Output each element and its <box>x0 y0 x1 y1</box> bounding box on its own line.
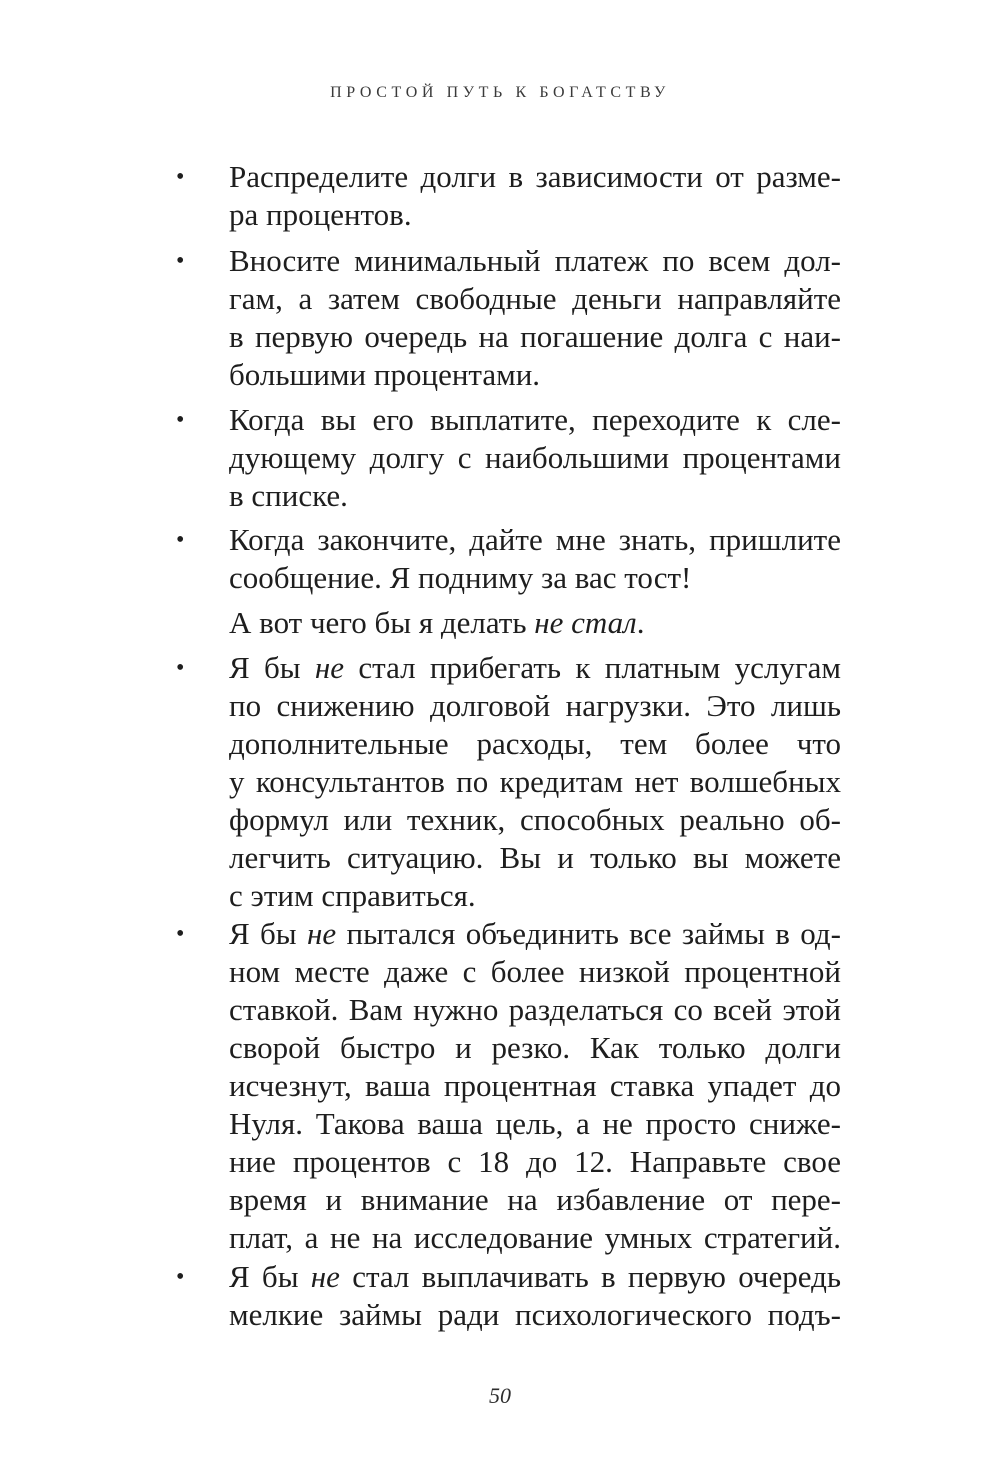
text-segment: у консультантов по кредитам нет волшебных <box>229 764 841 799</box>
text-line <box>229 1296 841 1334</box>
text-segment: в списке. <box>229 478 348 513</box>
text-segment: Распределите долги в зависимости от разме- <box>229 159 841 194</box>
text-line <box>229 604 644 642</box>
text-segment: ставкой. Вам нужно разделаться со всей этой <box>229 992 841 1027</box>
bullet-marker: • <box>176 921 185 947</box>
text-segment: пытался объединить все займы в од- <box>336 916 841 951</box>
text-segment: формул или техник, способных реально об- <box>229 802 841 837</box>
text-line <box>229 196 412 234</box>
running-head: ПРОСТОЙ ПУТЬ К БОГАТСТВУ <box>330 84 670 101</box>
text-line <box>229 991 841 1029</box>
text-segment: сообщение. Я подниму за вас тост! <box>229 560 692 595</box>
text-line <box>229 401 841 439</box>
text-segment: время и внимание на избавление от пере- <box>229 1182 841 1217</box>
text-line <box>229 1105 841 1143</box>
text-line <box>229 801 841 839</box>
italic-text: не <box>314 650 345 685</box>
text-line <box>229 439 841 477</box>
text-segment: дополнительные расходы, тем более что <box>229 726 841 761</box>
text-segment: ном месте даже с более низкой процентной <box>229 954 841 989</box>
italic-text: не стал <box>534 605 637 640</box>
text-line <box>229 280 841 318</box>
italic-text: не <box>307 916 337 951</box>
text-segment: дующему долгу с наибольшими процентами <box>229 440 841 475</box>
text-line <box>229 687 841 725</box>
text-line <box>229 477 348 515</box>
text-line <box>229 356 540 394</box>
bullet-marker: • <box>176 527 185 553</box>
bullet-marker: • <box>176 248 185 274</box>
text-segment: плат, а не на исследование умных стратегий. <box>229 1220 841 1255</box>
text-segment: А вот чего бы я делать <box>229 605 535 640</box>
text-line <box>229 1067 841 1105</box>
bullet-marker: • <box>176 1264 185 1290</box>
text-segment: Когда закончите, дайте мне знать, пришлите <box>229 522 841 557</box>
text-segment: ние процентов с 18 до 12. Направьте свое <box>229 1144 841 1179</box>
page-number: 50 <box>489 1383 511 1408</box>
text-line <box>229 839 841 877</box>
text-line <box>229 1029 841 1067</box>
text-line <box>229 559 691 597</box>
text-segment: с этим справиться. <box>229 878 476 913</box>
text-segment: исчезнут, ваша процентная ставка упадет до <box>229 1068 841 1103</box>
text-line <box>229 1258 841 1296</box>
text-line <box>229 915 841 953</box>
text-line <box>229 763 841 801</box>
text-segment: ра процентов. <box>229 197 412 232</box>
bullet-marker: • <box>176 655 185 681</box>
text-segment: по снижению долговой нагрузки. Это лишь <box>229 688 841 723</box>
bullet-marker: • <box>176 164 185 190</box>
text-segment: стал прибегать к платным услугам <box>344 650 841 685</box>
text-line <box>229 1219 841 1257</box>
text-segment: Я бы <box>229 1259 311 1294</box>
text-segment: в первую очередь на погашение долга с наи- <box>229 319 841 354</box>
text-segment: гам, а затем свободные деньги направляйте <box>229 281 841 316</box>
text-segment: стал выплачивать в первую очередь <box>339 1259 842 1294</box>
text-segment: большими процентами. <box>229 357 541 392</box>
italic-text: не <box>310 1259 340 1294</box>
text-line <box>229 725 841 763</box>
text-line <box>229 649 841 687</box>
text-line <box>229 1181 841 1219</box>
text-line <box>229 318 841 356</box>
bullet-marker: • <box>176 407 185 433</box>
text-line <box>229 1143 841 1181</box>
text-segment: Я бы <box>229 650 315 685</box>
text-line <box>229 521 841 559</box>
text-segment: Я бы <box>229 916 307 951</box>
text-line <box>229 953 841 991</box>
text-segment: легчить ситуацию. Вы и только вы можете <box>229 840 841 875</box>
text-line <box>229 242 841 280</box>
text-line <box>229 877 476 915</box>
text-segment: . <box>636 605 645 640</box>
text-segment: Нуля. Такова ваша цель, а не просто сниже- <box>229 1106 841 1141</box>
text-segment: Вносите минимальный платеж по всем дол- <box>229 243 841 278</box>
text-segment: сворой быстро и резко. Как только долги <box>229 1030 841 1065</box>
text-segment: мелкие займы ради психологического подъ- <box>229 1297 841 1332</box>
text-segment: Когда вы его выплатите, переходите к сле- <box>229 402 841 437</box>
text-line <box>229 158 841 196</box>
